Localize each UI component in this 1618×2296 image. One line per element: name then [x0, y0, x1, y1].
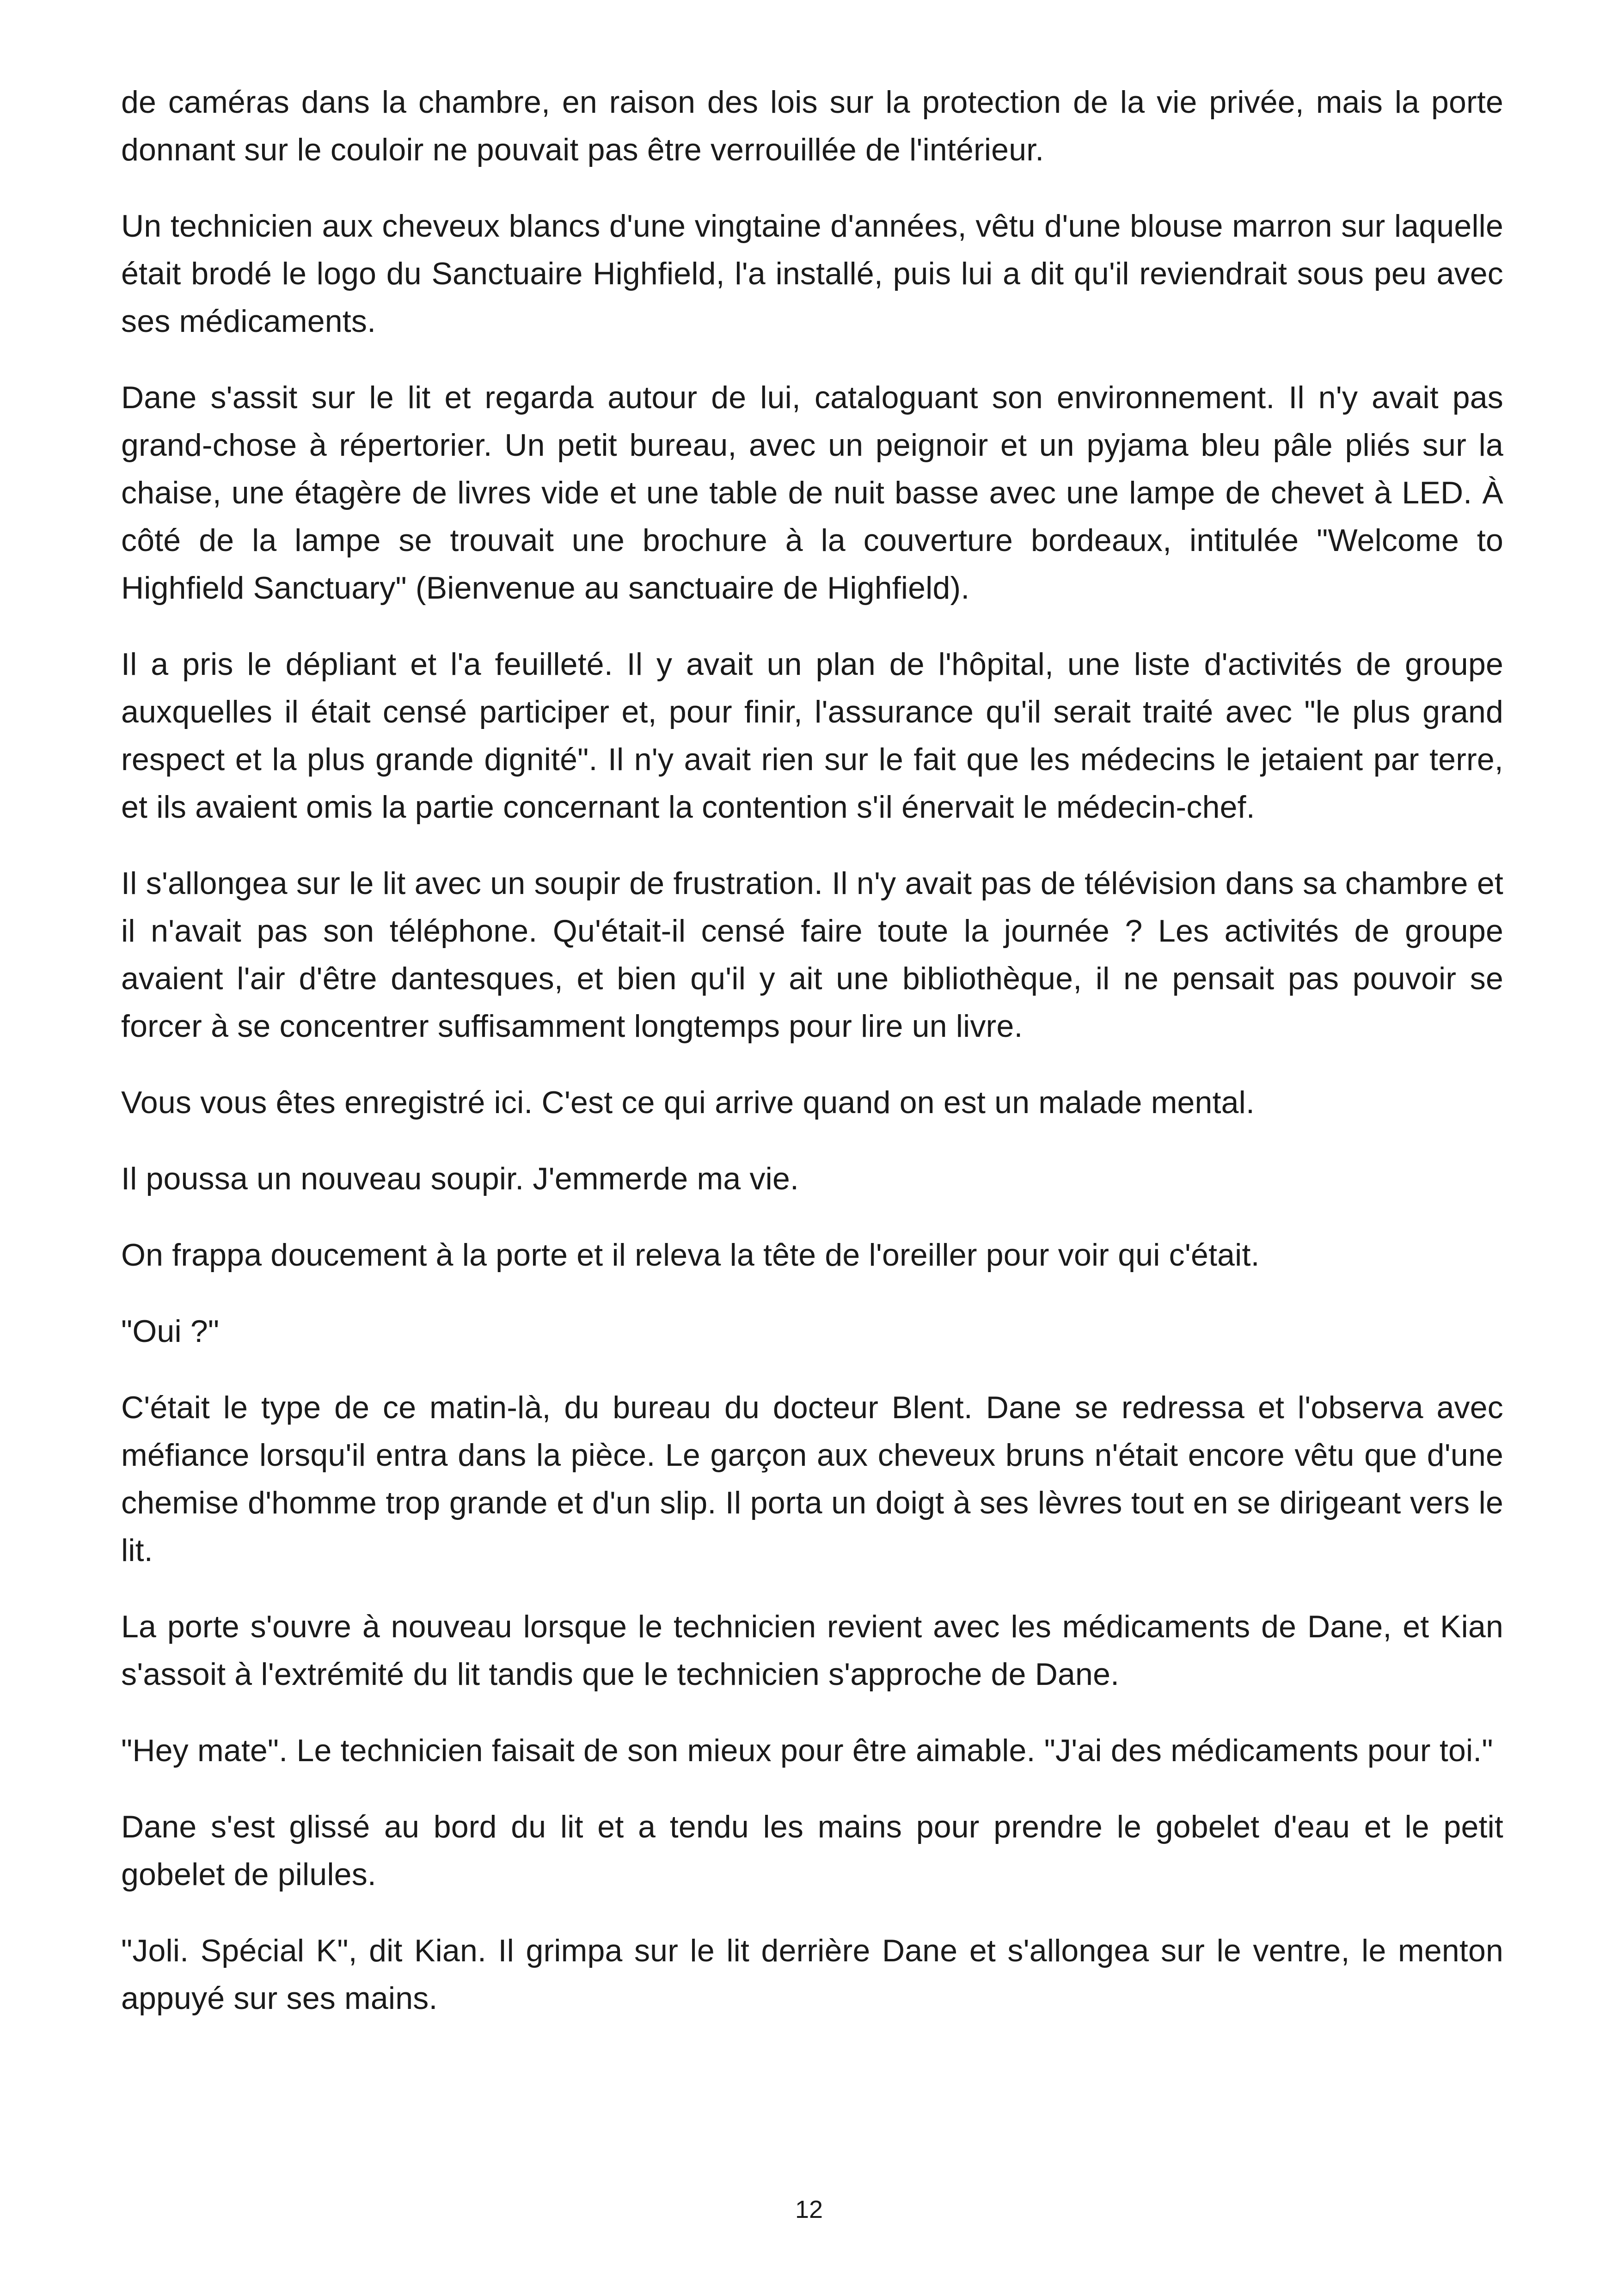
page-number: 12 — [795, 2196, 823, 2223]
paragraph: "Oui ?" — [121, 1314, 220, 1349]
paragraph: On frappa doucement à la porte et il releva la tête de l'oreiller pour voir qui c'était. — [121, 1237, 1260, 1273]
paragraph: de caméras dans la chambre, en raison des lois sur la protection de la vie privée, mais la porte donnant sur le couloir ne pouvait pas être verrouillée de l'intérieur. — [121, 85, 1503, 167]
paragraph: Il a pris le dépliant et l'a feuilleté. Il y avait un plan de l'hôpital, une liste d'activités de groupe auxquelles il était censé participer et, pour finir, l'assurance qu'il serait traité avec "le plus grand respect et la plus grande dignité". Il n'y avait rien sur le fait que les médecins le jetaient par terre, et ils avaient omis la partie concernant la contention s'il énervait le médecin-chef. — [121, 647, 1503, 825]
body-text — [121, 79, 1503, 2051]
paragraph: Dane s'est glissé au bord du lit et a tendu les mains pour prendre le gobelet d'eau et le petit gobelet de pilules. — [121, 1809, 1503, 1892]
paragraph: "Joli. Spécial K", dit Kian. Il grimpa sur le lit derrière Dane et s'allongea sur le ventre, le menton appuyé sur ses mains. — [121, 1933, 1503, 2016]
paragraph: La porte s'ouvre à nouveau lorsque le technicien revient avec les médicaments de Dane, et Kian s'assoit à l'extrémité du lit tandis que le technicien s'approche de Dane. — [121, 1609, 1503, 1692]
paragraph: Vous vous êtes enregistré ici. C'est ce qui arrive quand on est un malade mental. — [121, 1085, 1255, 1120]
paragraph: C'était le type de ce matin-là, du bureau du docteur Blent. Dane se redressa et l'observa avec méfiance lorsqu'il entra dans la pièce. Le garçon aux cheveux bruns n'était encore vêtu que d'une chemise d'homme trop grande et d'un slip. Il porta un doigt à ses lèvres tout en se dirigeant vers le lit. — [121, 1390, 1503, 1568]
paragraph: Dane s'assit sur le lit et regarda autour de lui, cataloguant son environnement. Il n'y avait pas grand-chose à répertorier. Un petit bureau, avec un peignoir et un pyjama bleu pâle pliés sur la chaise, une étagère de livres vide et une table de nuit basse avec une lampe de chevet à LED. À côté de la lampe se trouvait une brochure à la couverture bordeaux, intitulée "Welcome to Highfield Sanctuary" (Bienvenue au sanctuaire de Highfield). — [121, 380, 1503, 606]
paragraph: Il s'allongea sur le lit avec un soupir de frustration. Il n'y avait pas de télévision dans sa chambre et il n'avait pas son téléphone. Qu'était-il censé faire toute la journée ? Les activités de groupe avaient l'air d'être dantesques, et bien qu'il y ait une bibliothèque, il ne pensait pas pouvoir se forcer à se concentrer suffisamment longtemps pour lire un livre. — [121, 866, 1503, 1044]
paragraph: Il poussa un nouveau soupir. J'emmerde ma vie. — [121, 1161, 799, 1196]
paragraph: Un technicien aux cheveux blancs d'une vingtaine d'années, vêtu d'une blouse marron sur laquelle était brodé le logo du Sanctuaire Highfield, l'a installé, puis lui a dit qu'il reviendrait sous peu avec ses médicaments. — [121, 208, 1503, 339]
paragraph: "Hey mate". Le technicien faisait de son mieux pour être aimable. "J'ai des médicaments pour toi." — [121, 1733, 1493, 1768]
